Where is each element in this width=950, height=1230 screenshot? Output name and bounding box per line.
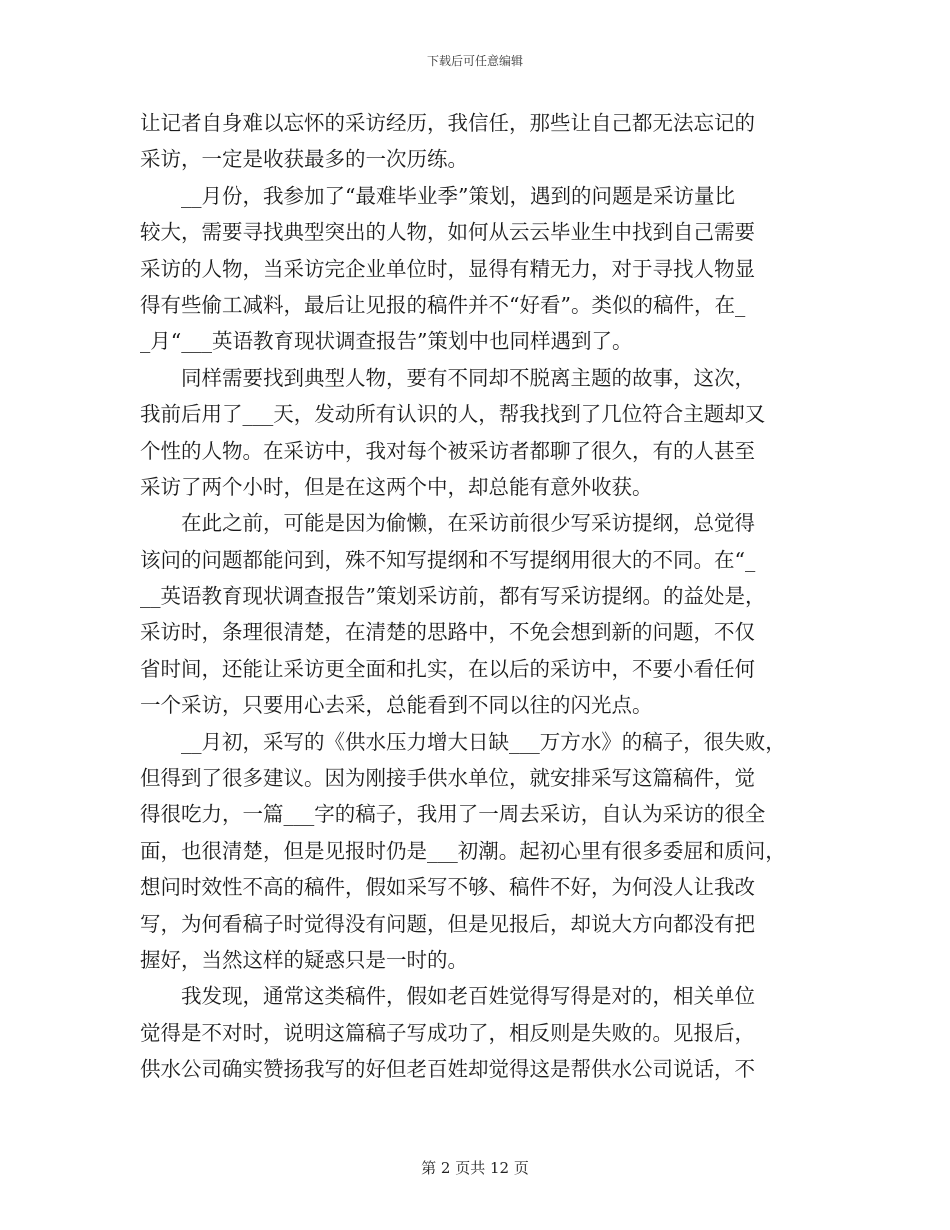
- text-line: 采访，一定是收获最多的一次历练。: [140, 147, 468, 172]
- page-number: 第 2 页共 12 页: [421, 1159, 529, 1177]
- text-line: 一个采访，只要用心去采，总能看到不同以往的闪光点。: [140, 693, 653, 718]
- text-line: 觉得是不对时，说明这篇稿子写成功了，相反则是失败的。见报后，: [140, 1020, 755, 1045]
- text-line: _月“___英语教育现状调查报告”策划中也同样遇到了。: [140, 329, 633, 354]
- text-line: 省时间，还能让采访更全面和扎实，在以后的采访中，不要小看任何: [140, 656, 755, 681]
- text-line: 得很吃力，一篇___字的稿子，我用了一周去采访，自认为采访的很全: [140, 802, 766, 827]
- text-line: 同样需要找到典型人物，要有不同却不脱离主题的故事，这次，: [140, 365, 755, 390]
- text-line: 握好，当然这样的疑惑只是一时的。: [140, 947, 468, 972]
- text-line: __英语教育现状调查报告”策划采访前，都有写采访提纲。的益处是，: [140, 584, 766, 609]
- text-line: 采访时，条理很清楚，在清楚的思路中，不免会想到新的问题，不仅: [140, 620, 755, 645]
- text-line: 个性的人物。在采访中，我对每个被采访者都聊了很久，有的人甚至: [140, 438, 755, 463]
- text-line: 面，也很清楚，但是见报时仍是___初潮。起初心里有很多委屈和质问，: [140, 838, 786, 863]
- text-line: 想问时效性不高的稿件，假如采写不够、稿件不好，为何没人让我改: [140, 875, 755, 900]
- text-line: 采访了两个小时，但是在这两个中，却总能有意外收获。: [140, 474, 653, 499]
- text-line: __月份，我参加了“最难毕业季”策划，遇到的问题是采访量比: [140, 183, 735, 208]
- text-line: 但得到了很多建议。因为刚接手供水单位，就安排采写这篇稿件，觉: [140, 766, 755, 791]
- text-line: __月初，采写的《供水压力增大日缺___万方水》的稿子，很失败，: [140, 729, 786, 754]
- text-line: 采访的人物，当采访完企业单位时，显得有精无力，对于寻找人物显: [140, 256, 755, 281]
- text-line: 该问的问题都能问到，殊不知写提纲和不写提纲用很大的不同。在“_: [140, 547, 756, 572]
- text-line: 供水公司确实赞扬我写的好但老百姓却觉得这是帮供水公司说话，不: [140, 1057, 755, 1082]
- text-line: 我前后用了___天，发动所有认识的人，帮我找到了几位符合主题却又: [140, 402, 766, 427]
- text-line: 较大，需要寻找典型突出的人物，如何从云云毕业生中找到自己需要: [140, 220, 755, 245]
- document-body: [140, 105, 820, 1088]
- text-line: 在此之前，可能是因为偷懒，在采访前很少写采访提纲，总觉得: [140, 511, 755, 536]
- page-header: 下载后可任意编辑: [426, 54, 523, 68]
- text-line: 得有些偷工减料，最后让见报的稿件并不“好看”。类似的稿件，在_: [140, 292, 746, 317]
- text-line: 让记者自身难以忘怀的采访经历，我信任，那些让自己都无法忘记的: [140, 111, 755, 135]
- text-line: 写，为何看稿子时觉得没有问题，但是见报后，却说大方向都没有把: [140, 911, 755, 936]
- text-line: 我发现，通常这类稿件，假如老百姓觉得写得是对的，相关单位: [140, 984, 755, 1009]
